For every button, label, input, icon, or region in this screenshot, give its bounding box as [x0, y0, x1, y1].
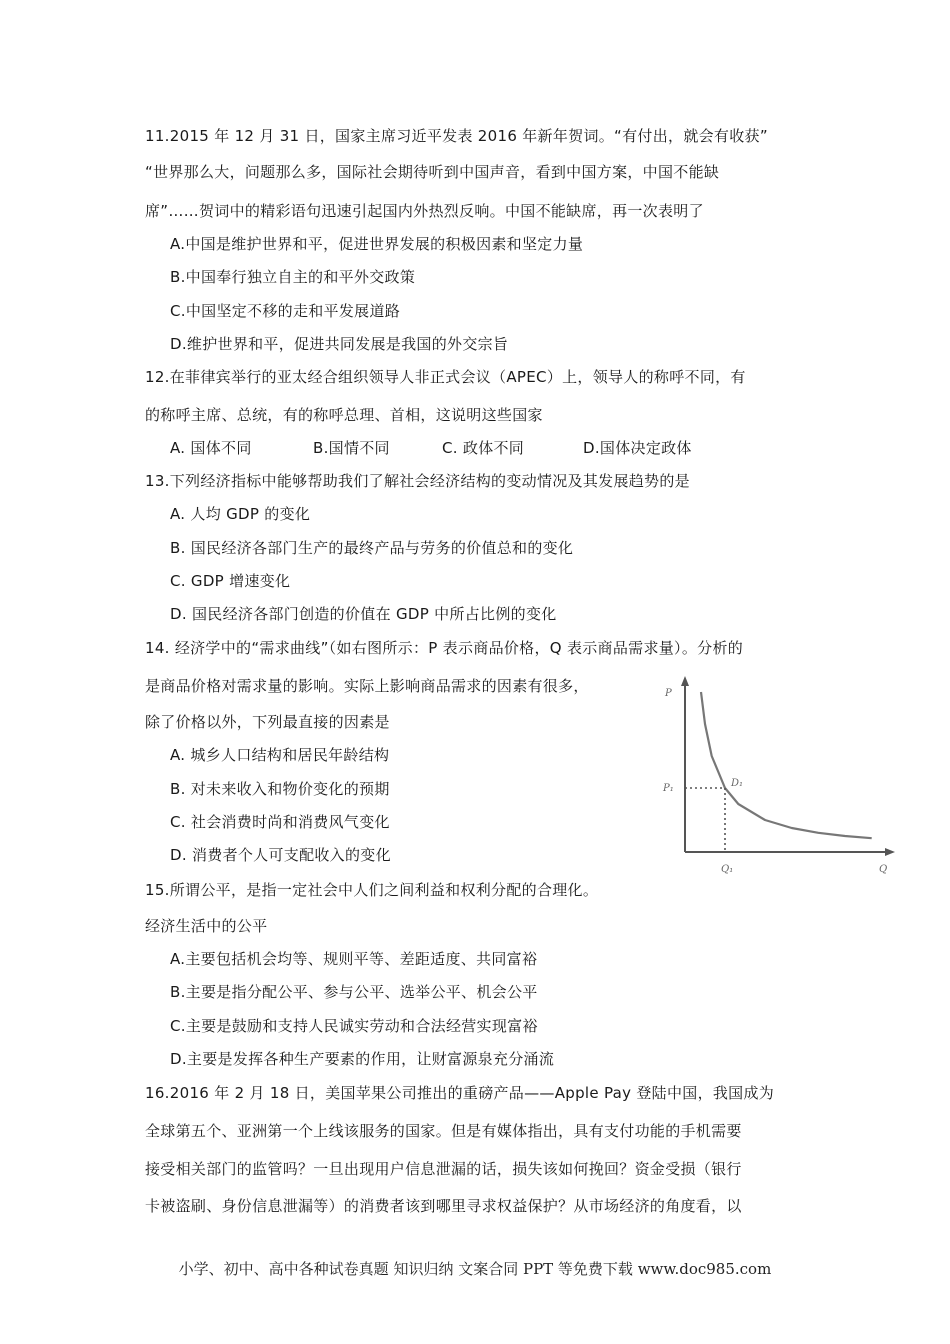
q12-option-b: B.国情不同 — [313, 439, 390, 457]
q14-option-b: B. 对未来收入和物价变化的预期 — [170, 780, 390, 798]
q11-option-d: D.维护世界和平，促进共同发展是我国的外交宗旨 — [170, 335, 509, 353]
q14-stem-line2: 是商品价格对需求量的影响。实际上影响商品需求的因素有很多， — [145, 677, 589, 695]
y-axis-label: P — [665, 688, 672, 699]
q11-stem-line2: “世界那么大，问题那么多，国际社会期待听到中国声音，看到中国方案，中国不能缺 — [145, 163, 720, 181]
q11-stem-line3: 席”……贺词中的精彩语句迅速引起国内外热烈反响。中国不能缺席，再一次表明了 — [145, 202, 704, 220]
q11-option-c: C.中国坚定不移的走和平发展道路 — [170, 302, 401, 320]
q16-stem-line2: 全球第五个、亚洲第一个上线该服务的国家。但是有媒体指出，具有支付功能的手机需要 — [145, 1122, 742, 1140]
q16-stem-line4: 卡被盗刷、身份信息泄漏等）的消费者该到哪里寻求权益保护？从市场经济的角度看，以 — [145, 1197, 742, 1215]
q15-stem-line2: 经济生活中的公平 — [145, 917, 268, 935]
q13-stem: 13.下列经济指标中能够帮助我们了解社会经济结构的变动情况及其发展趋势的是 — [145, 472, 690, 490]
q11-option-a: A.中国是维护世界和平，促进世界发展的积极因素和坚定力量 — [170, 235, 584, 253]
q15-stem-line1: 15.所谓公平，是指一定社会中人们之间利益和权利分配的合理化。 — [145, 881, 599, 899]
q15-option-b: B.主要是指分配公平、参与公平、选举公平、机会公平 — [170, 983, 538, 1001]
page-footer: 小学、初中、高中各种试卷真题 知识归纳 文案合同 PPT 等免费下载 www.doc985.com — [178, 1260, 772, 1278]
q14-option-d: D. 消费者个人可支配收入的变化 — [170, 846, 391, 864]
q13-option-b: B. 国民经济各部门生产的最终产品与劳务的价值总和的变化 — [170, 539, 574, 557]
q13-option-d: D. 国民经济各部门创造的价值在 GDP 中所占比例的变化 — [170, 605, 557, 623]
q11-stem-line1: 11.2015 年 12 月 31 日，国家主席习近平发表 2016 年新年贺词。“有付出，就会有收获” — [145, 127, 768, 145]
q12-stem-line2: 的称呼主席、总统，有的称呼总理、首相，这说明这些国家 — [145, 406, 543, 424]
x-axis-arrow — [885, 848, 895, 856]
q15-option-d: D.主要是发挥各种生产要素的作用，让财富源泉充分涌流 — [170, 1050, 555, 1068]
q13-option-c: C. GDP 增速变化 — [170, 572, 291, 590]
q1-label: Q₁ — [721, 864, 734, 875]
q15-option-a: A.主要包括机会均等、规则平等、差距适度、共同富裕 — [170, 950, 538, 968]
p1-label: P₁ — [663, 783, 674, 794]
q13-option-a: A. 人均 GDP 的变化 — [170, 505, 311, 523]
q12-stem-line1: 12.在菲律宾举行的亚太经合组织领导人非正式会议（APEC）上，领导人的称呼不同，有 — [145, 368, 746, 386]
q11-option-b: B.中国奉行独立自主的和平外交政策 — [170, 268, 416, 286]
q14-stem-line1: 14. 经济学中的“需求曲线”（如右图所示：P 表示商品价格，Q 表示商品需求量）。分析的 — [145, 639, 744, 657]
q12-option-d: D.国体决定政体 — [583, 439, 692, 457]
q12-option-a: A. 国体不同 — [170, 439, 252, 457]
q14-option-c: C. 社会消费时尚和消费风气变化 — [170, 813, 390, 831]
q16-stem-line3: 接受相关部门的监管吗？一旦出现用户信息泄漏的话，损失该如何挽回？资金受损（银行 — [145, 1160, 742, 1178]
y-axis-arrow — [681, 676, 689, 686]
q12-option-c: C. 政体不同 — [442, 439, 525, 457]
q14-stem-line3: 除了价格以外，下列最直接的因素是 — [145, 713, 390, 731]
x-axis-label: Q — [879, 864, 888, 875]
demand-curve-chart — [655, 672, 905, 882]
q16-stem-line1: 16.2016 年 2 月 18 日，美国苹果公司推出的重磅产品——Apple Pay 登陆中国，我国成为 — [145, 1084, 775, 1102]
q15-option-c: C.主要是鼓励和支持人民诚实劳动和合法经营实现富裕 — [170, 1017, 538, 1035]
q14-option-a: A. 城乡人口结构和居民年龄结构 — [170, 746, 390, 764]
demand-curve-line — [701, 692, 872, 838]
d1-point-label: D₁ — [731, 778, 744, 789]
